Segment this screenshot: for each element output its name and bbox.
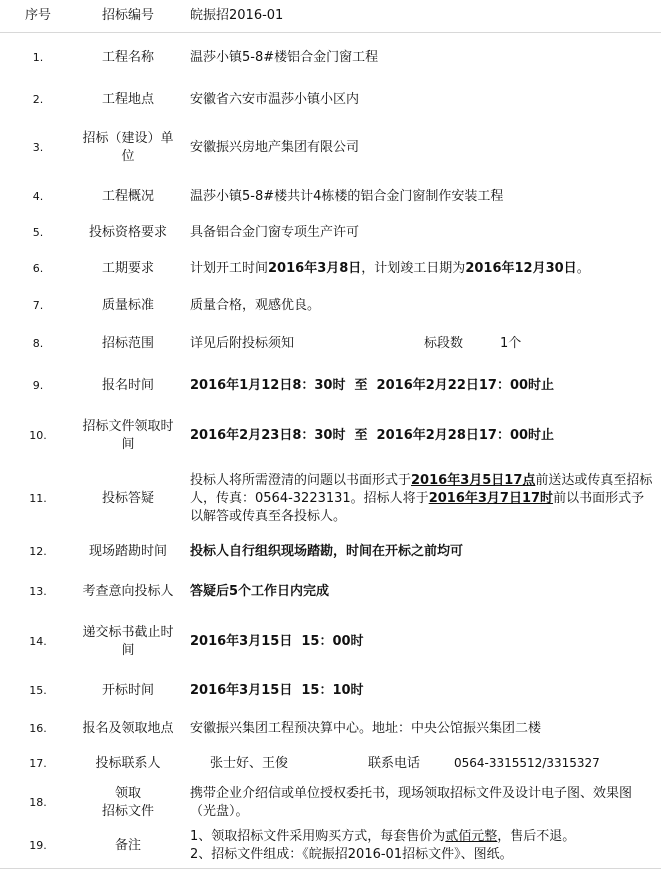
row-number: 7.: [32, 298, 44, 312]
phone-label: 联系电话: [368, 756, 421, 771]
row-value: 2016年3月15日 15：10时: [190, 682, 364, 698]
note-text: 1、领取招标文件采用购买方式，每套售价为: [190, 829, 446, 845]
qa-text: 投标人将所需澄清的问题以书面形式于: [190, 472, 412, 488]
row-label-line: 招标（建设）单: [82, 130, 174, 146]
note-line: 2、招标文件组成：《皖振招2016-01招标文件》、图纸。: [190, 847, 513, 863]
row-number: 15.: [29, 683, 47, 697]
row-number: 19.: [0, 825, 76, 869]
row-number: 10.: [29, 428, 47, 442]
qa-submit-deadline: 2016年3月5日17点: [411, 472, 536, 488]
row-label: 工期要求: [101, 260, 154, 276]
table-header-row: [0, 0, 661, 33]
table-row: [0, 613, 661, 671]
note-text: ，售后不退。: [497, 829, 576, 845]
table-row: [0, 33, 661, 83]
row-value: [180, 324, 661, 365]
row-value: [180, 465, 661, 533]
row-value: 携带企业介绍信或单位授权委托书，现场领取招标文件及设计电子图、效果图（光盘）。: [190, 785, 633, 819]
row-label: 备注: [76, 825, 180, 869]
row-label: 开标时间: [101, 682, 154, 698]
table-row: [0, 465, 661, 533]
qa-reply-deadline: 2016年3月7日17时: [428, 490, 554, 506]
table-row: [0, 825, 661, 869]
row-number: 2.: [32, 93, 44, 106]
row-value: 温莎小镇5-8#楼铝合金门窗工程: [190, 49, 379, 65]
table-row: [0, 178, 661, 216]
header-code-label: 招标编号: [76, 0, 180, 33]
header-serial: 序号: [0, 0, 76, 33]
row-label-line: 招标文件领取时: [82, 418, 174, 434]
row-value: 安徽振兴集团工程预决算中心。地址：中央公馆振兴集团二楼: [190, 720, 542, 736]
row-label: [76, 118, 180, 178]
table-row: [0, 571, 661, 613]
row-label: [76, 613, 180, 671]
row-number: 5.: [32, 225, 44, 239]
row-label: 报名及领取地点: [82, 720, 174, 736]
row-label-line: 间: [121, 642, 135, 658]
row-label: 投标联系人: [95, 755, 161, 771]
table-row: [0, 747, 661, 781]
row-label: 招标范围: [101, 336, 154, 351]
row-value: 2016年3月15日 15：00时: [190, 633, 364, 649]
table-row: [0, 533, 661, 571]
contact-names: 张士好、王俊: [210, 756, 289, 771]
row-label: 工程名称: [101, 49, 154, 65]
start-date: 2016年3月8日: [268, 260, 362, 276]
table-row: [0, 288, 661, 324]
row-label: 质量标准: [101, 297, 154, 313]
row-label: 投标答疑: [101, 490, 154, 506]
table-row: [0, 365, 661, 407]
table-row: [0, 83, 661, 118]
row-number: 8.: [32, 337, 44, 350]
row-value: 温莎小镇5-8#楼共计4栋楼的铝合金门窗制作安装工程: [190, 188, 504, 204]
row-value: 安徽省六安市温莎小镇小区内: [190, 92, 360, 107]
row-label-line: 领取: [114, 785, 141, 801]
note-price: 贰佰元整: [445, 829, 498, 845]
row-number: 3.: [32, 140, 44, 154]
row-label: 投标资格要求: [88, 224, 167, 240]
row-label: 报名时间: [101, 377, 154, 393]
row-number: 1.: [32, 50, 44, 64]
schedule-text: 。: [576, 260, 590, 276]
row-value: 2016年2月23日8：30时 至 2016年2月28日17：00时止: [190, 427, 555, 443]
note-line: [190, 828, 653, 846]
row-number: 6.: [32, 261, 44, 275]
scope-text: 详见后附投标须知: [190, 336, 295, 351]
table-row: [0, 711, 661, 747]
row-label-line: 递交标书截止时: [82, 624, 174, 640]
table-row: [0, 781, 661, 825]
row-label-line: 间: [121, 436, 135, 452]
row-number: 14.: [29, 634, 47, 648]
row-label: [76, 781, 180, 825]
row-label: 工程地点: [101, 92, 154, 107]
row-value: 安徽振兴房地产集团有限公司: [190, 139, 360, 155]
row-value: [180, 825, 661, 869]
row-number: 16.: [29, 721, 47, 735]
row-value: [180, 250, 661, 288]
header-code-value: 皖振招2016-01: [180, 0, 661, 33]
row-value: 2016年1月12日8：30时 至 2016年2月22日17：00时止: [190, 377, 555, 393]
table-row: [0, 216, 661, 250]
lot-count-label: 标段数: [424, 336, 464, 351]
qa-text: 前以书面形式予以解答或传真至各投标人。: [190, 490, 645, 524]
lot-count-value: 1个: [500, 336, 522, 351]
row-label: 考查意向投标人: [82, 583, 174, 599]
row-value: 质量合格，观感优良。: [190, 297, 321, 313]
row-number: 11.: [29, 491, 47, 505]
qa-text: 前送达或传真至招标人，传真：0564-3223131。招标人将于: [190, 472, 653, 506]
row-label: 工程概况: [101, 188, 154, 204]
row-value: 答疑后5个工作日内完成: [190, 583, 330, 599]
row-number: 4.: [32, 189, 44, 203]
row-label: [76, 407, 180, 465]
row-number: 18.: [29, 795, 47, 809]
row-number: 13.: [29, 584, 47, 598]
row-value: 投标人自行组织现场踏勘，时间在开标之前均可: [190, 543, 464, 559]
table-row: [0, 407, 661, 465]
row-label: 现场踏勘时间: [88, 543, 167, 559]
table-row: [0, 250, 661, 288]
row-number: 12.: [29, 544, 47, 558]
row-value: 具备铝合金门窗专项生产许可: [190, 224, 360, 240]
table-row: [0, 671, 661, 711]
row-label-line: 招标文件: [101, 803, 154, 819]
row-number: 9.: [32, 378, 44, 392]
schedule-text: ，计划竣工日期为: [361, 260, 466, 276]
row-number: 17.: [29, 756, 47, 770]
table-row: [0, 324, 661, 365]
end-date: 2016年12月30日: [465, 260, 577, 276]
row-label-line: 位: [121, 148, 135, 164]
schedule-text: 计划开工时间: [190, 260, 269, 276]
table-row: [0, 118, 661, 178]
phone-number: 0564-3315512/3315327: [454, 756, 600, 770]
row-value: [180, 747, 661, 781]
